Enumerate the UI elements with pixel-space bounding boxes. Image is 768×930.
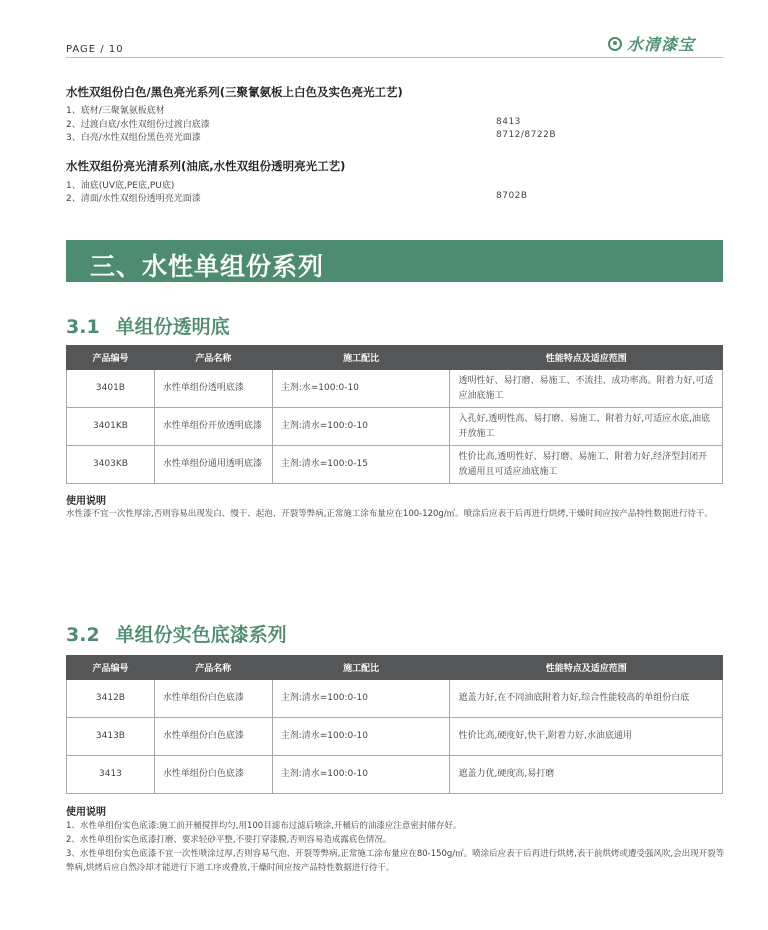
- table-row: [67, 680, 723, 718]
- product-name: 水性单组份白色底漆: [154, 718, 272, 756]
- mix-ratio: 主剂:清水=100:0-10: [272, 718, 450, 756]
- mix-ratio: 主剂:清水=100:0-10: [272, 680, 450, 718]
- block2-item: 1、油底(UV底,PE底,PU底): [66, 181, 175, 191]
- usage-note: 1、水性单组份实色底漆:施工前开桶搅拌均匀,用100目滤布过滤后喷涂,开桶后的油漆应注意密封储存好。: [66, 821, 462, 831]
- header-cell: 性能特点及适应范围: [450, 656, 723, 680]
- mix-ratio: 主剂:水=100:0-10: [272, 370, 450, 408]
- header-cell: 施工配比: [272, 656, 450, 680]
- header-cell: 性能特点及适应范围: [450, 346, 723, 370]
- brand-logo: [608, 32, 695, 55]
- usage-title: 使用说明: [66, 496, 106, 507]
- header-cell: 施工配比: [272, 346, 450, 370]
- table-row: [67, 718, 723, 756]
- section-number: 3.1: [66, 316, 100, 338]
- section-banner: [66, 240, 723, 282]
- product-name: 水性单组份白色底漆: [154, 680, 272, 718]
- table-row: [67, 756, 723, 794]
- block1-code: 8712/8722B: [496, 130, 557, 140]
- table-header-row: [67, 346, 723, 370]
- mix-ratio: 主剂:清水=100:0-15: [272, 446, 450, 484]
- usage-note: 3、水性单组份实色底漆不宜一次性喷涂过厚,否则容易气泡、开裂等弊病,正常施工涂布量应在80-150g/㎡。喷涂后应表干后再进行烘烤,表干前烘烤或遭受强风吹,会出现开裂等弊病,烘烤后应自然冷却才能进行下道工序或叠放,干燥时间应按产品特性数据进行待干。: [66, 849, 725, 873]
- mix-ratio: 主剂:清水=100:0-10: [272, 756, 450, 794]
- features: 性价比高,透明性好、易打磨、易施工、附着力好,经济型封闭开放通用且可适应油底施工: [450, 446, 723, 484]
- features: 透明性好、易打磨、易施工、不流挂、成功率高。附着力好,可适应油底施工: [450, 370, 723, 408]
- table-row: [67, 408, 723, 446]
- section-3-1-heading: [66, 312, 230, 339]
- block1-item: 2、过渡白底/水性双组份过渡白底漆: [66, 120, 210, 130]
- block2-item: 2、清面/水性双组份透明亮光面漆: [66, 194, 201, 204]
- table-header-row: [67, 656, 723, 680]
- product-code: 3413B: [67, 718, 155, 756]
- header-divider: [66, 57, 723, 58]
- section-heading-text: 单组份实色底漆系列: [115, 624, 287, 646]
- block1-code: 8413: [496, 117, 521, 127]
- block2-code: 8702B: [496, 191, 528, 201]
- section-heading-text: 单组份透明底: [115, 316, 230, 338]
- block1-item: 3、白亮/水性双组份黑色亮光面漆: [66, 133, 201, 143]
- usage-note: 2、水性单组份实色底漆打磨、要求轻砂平整,不要打穿漆膜,否则容易造成露底色情况。: [66, 835, 392, 845]
- product-code: 3413: [67, 756, 155, 794]
- table-row: [67, 446, 723, 484]
- mix-ratio: 主剂:清水=100:0-10: [272, 408, 450, 446]
- features: 入孔好,透明性高、易打磨、易施工、附着力好,可适应水底,油底开放施工: [450, 408, 723, 446]
- page-number: PAGE / 10: [66, 44, 124, 55]
- brand-name: 水清漆宝: [627, 35, 696, 54]
- features: 遮盖力优,硬度高,易打磨: [450, 756, 723, 794]
- header-cell: 产品编号: [67, 656, 155, 680]
- product-name: 水性单组份白色底漆: [154, 756, 272, 794]
- product-code: 3403KB: [67, 446, 155, 484]
- header-cell: 产品编号: [67, 346, 155, 370]
- features: 性价比高,硬度好,快干,附着力好,水油底通用: [450, 718, 723, 756]
- logo-icon: [608, 37, 622, 51]
- product-code: 3401B: [67, 370, 155, 408]
- spec-table-3-2: [66, 655, 723, 794]
- features: 遮盖力好,在不同油底附着力好,综合性能较高的单组份白底: [450, 680, 723, 718]
- header-cell: 产品名称: [154, 346, 272, 370]
- block1-item: 1、底材/三聚氰氨板底材: [66, 106, 165, 116]
- section-number: 3.2: [66, 624, 100, 646]
- usage-title: 使用说明: [66, 807, 106, 818]
- block2-title: 水性双组份亮光清系列(油底,水性双组份透明亮光工艺): [66, 159, 346, 173]
- section-title: 三、水性单组份系列: [90, 252, 325, 281]
- product-code: 3401KB: [67, 408, 155, 446]
- usage-note-list: [66, 819, 726, 875]
- product-name: 水性单组份透明底漆: [154, 370, 272, 408]
- usage-note: 水性漆不宜一次性厚涂,否则容易出现发白、慢干、起泡、开裂等弊病,正常施工涂布量应在100-120g/㎡。喷涂后应表干后再进行烘烤,干燥时间应按产品特性数据进行待干。: [66, 509, 713, 519]
- header-cell: 产品名称: [154, 656, 272, 680]
- product-code: 3412B: [67, 680, 155, 718]
- table-row: [67, 370, 723, 408]
- spec-table-3-1: [66, 345, 723, 484]
- section-3-2-heading: [66, 620, 287, 647]
- block1-title: 水性双组份白色/黑色亮光系列(三聚氰氨板上白色及实色亮光工艺): [66, 85, 403, 99]
- product-name: 水性单组份开放透明底漆: [154, 408, 272, 446]
- product-name: 水性单组份通用透明底漆: [154, 446, 272, 484]
